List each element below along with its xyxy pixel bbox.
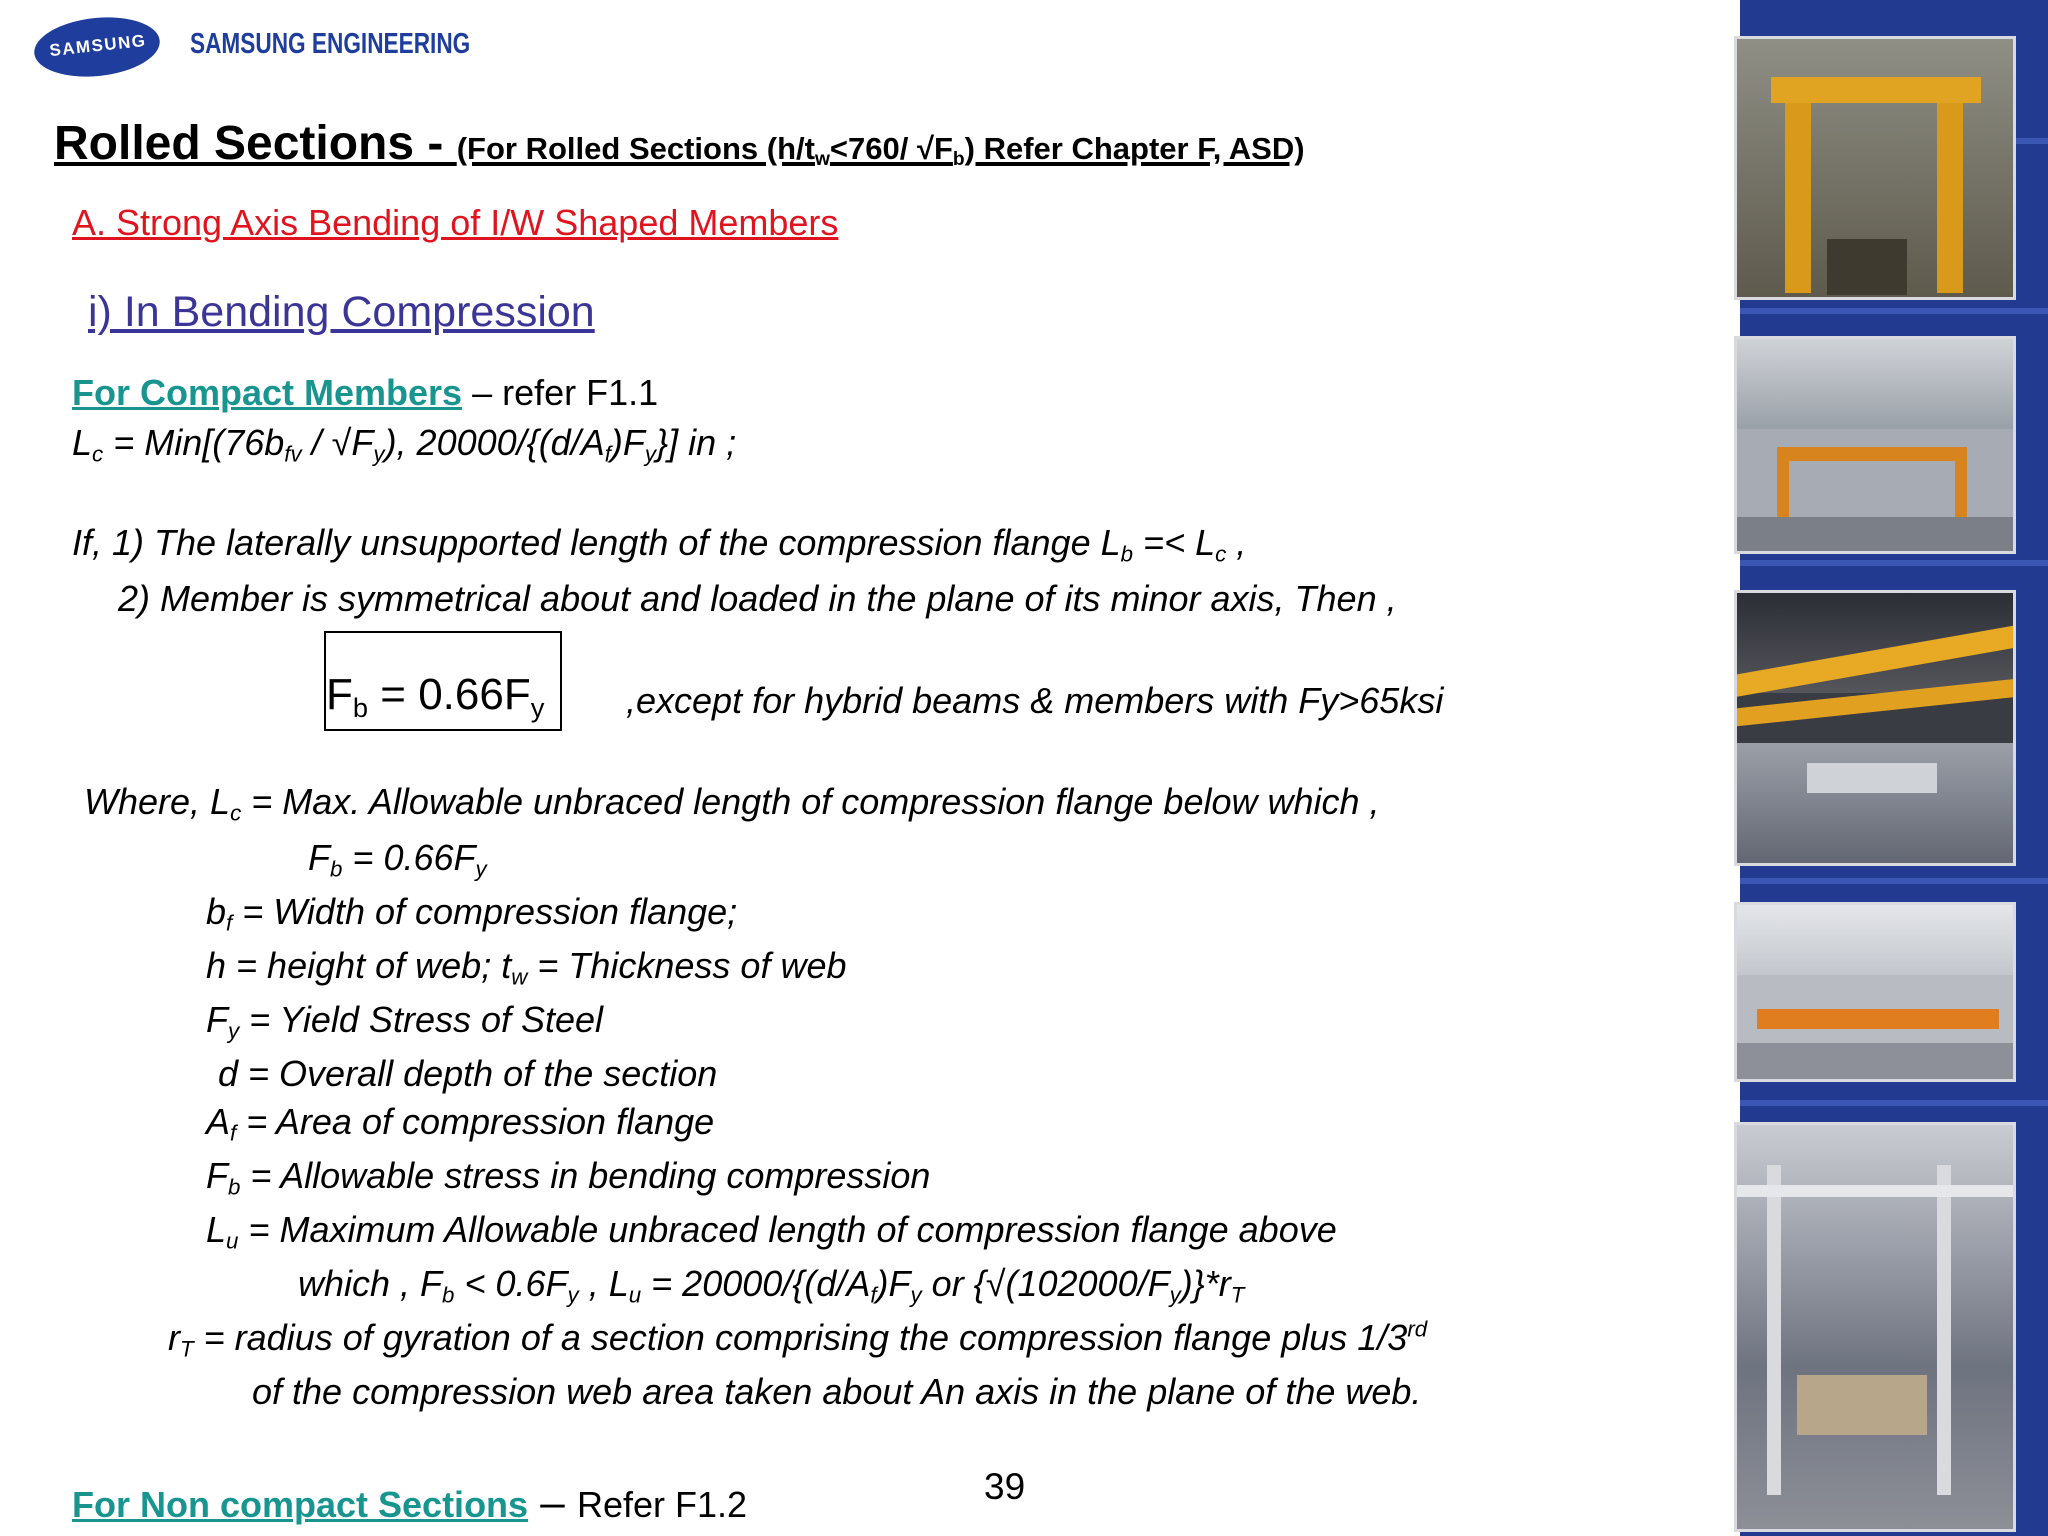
samsung-logo-text: SAMSUNG bbox=[48, 30, 148, 61]
brand-name: SAMSUNG ENGINEERING bbox=[190, 28, 471, 60]
definition-lu-formula: which , $F_b < 0.6F_y$ , $L_u = 20000/\{(d/A_f)F_y$ or $\{√(102000/F_y)\}*r_T$ bbox=[298, 1263, 1245, 1308]
exception-note: ,except for hybrid beams & members with Fy>65ksi bbox=[626, 680, 1444, 721]
yellow-overhead-crane-photo bbox=[1734, 590, 2016, 866]
noncompact-ref: Refer F1.2 bbox=[577, 1484, 748, 1525]
photo-sidebar bbox=[1740, 0, 2048, 1536]
fb-formula: $F_b = 0.66F_y$ bbox=[326, 670, 545, 724]
noncompact-line bbox=[72, 1478, 747, 1528]
definition-fb: $F_b$ = Allowable stress in bending compression bbox=[206, 1155, 931, 1200]
subsection-heading: i) In Bending Compression bbox=[88, 288, 595, 336]
assembly-line-crane-photo bbox=[1734, 1122, 2016, 1532]
page-number: 39 bbox=[984, 1466, 1026, 1507]
condition-2: 2) Member is symmetrical about and loaded in the plane of its minor axis, Then , bbox=[118, 578, 1397, 619]
orange-crane-hall-photo bbox=[1734, 902, 2016, 1082]
title-main: Rolled Sections - bbox=[54, 117, 457, 170]
where-lc: Where, $L_c$ = Max. Allowable unbraced length of compression flange below which , bbox=[84, 781, 1380, 826]
noncompact-dash: – bbox=[528, 1478, 577, 1527]
definition-d: d = Overall depth of the section bbox=[218, 1053, 718, 1094]
page-title bbox=[54, 116, 1305, 171]
definition-rt: $r_T$ = radius of gyration of a section comprising the compression flange plus 1/3rd bbox=[168, 1316, 1428, 1362]
lc-formula: $L_c = Min[(76b_{fv} / √F_y)$, $20000/\{(d/A_f)F_y\}$] in ; bbox=[72, 422, 737, 467]
compact-members-line bbox=[72, 372, 658, 414]
noncompact-link[interactable]: For Non compact Sections bbox=[72, 1484, 529, 1525]
definition-rt-cont: of the compression web area taken about An axis in the plane of the web. bbox=[252, 1371, 1422, 1412]
definition-fy: $F_y$ = Yield Stress of Steel bbox=[206, 999, 604, 1044]
section-a-heading: A. Strong Axis Bending of I/W Shaped Members bbox=[72, 202, 839, 243]
where-fb: $F_b = 0.66F_y$ bbox=[308, 837, 487, 882]
definition-af: $A_f$ = Area of compression flange bbox=[206, 1101, 715, 1146]
definition-h-tw: h = height of web; $t_w$ = Thickness of web bbox=[206, 945, 847, 990]
factory-overhead-crane-photo bbox=[1734, 336, 2016, 554]
title-subtitle: (For Rolled Sections ($h/t_w<760/$ $√F_b$) Refer Chapter F, ASD) bbox=[456, 131, 1305, 170]
compact-members-ref: – refer F1.1 bbox=[462, 372, 659, 413]
definition-bf: $b_f$ = Width of compression flange; bbox=[206, 891, 738, 936]
compact-members-link[interactable]: For Compact Members bbox=[72, 372, 463, 413]
definition-lu: $L_u$ = Maximum Allowable unbraced length of compression flange above bbox=[206, 1209, 1337, 1254]
condition-1: If, 1) The laterally unsupported length of the compression flange $L_b =< L_c$ , bbox=[72, 522, 1247, 567]
gantry-crane-photo bbox=[1734, 36, 2016, 300]
